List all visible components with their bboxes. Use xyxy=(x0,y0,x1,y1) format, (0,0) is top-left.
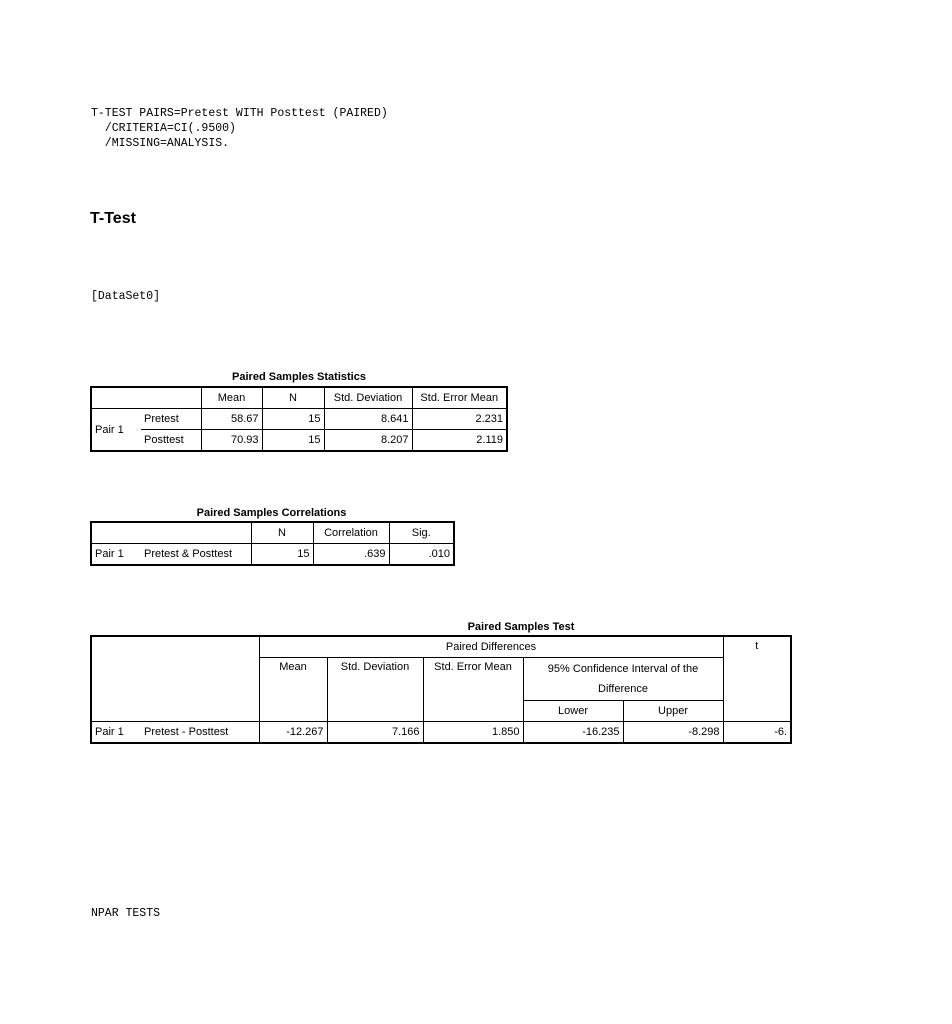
group-header: Paired Differences xyxy=(259,636,723,658)
column-header: Mean xyxy=(259,658,327,722)
dataset-label: [DataSet0] xyxy=(91,290,161,303)
column-header: N xyxy=(251,522,313,544)
se-cell: 2.231 xyxy=(412,409,507,430)
pair-label: Pair 1 xyxy=(91,544,141,566)
ci-upper-cell: -8.298 xyxy=(623,722,723,744)
correlation-cell: .639 xyxy=(313,544,389,566)
row-label: Pretest - Posttest xyxy=(141,722,259,744)
test-table xyxy=(90,635,792,744)
stats-table-title: Paired Samples Statistics xyxy=(232,371,366,383)
syntax-line: T-TEST PAIRS=Pretest WITH Posttest (PAIRED) xyxy=(91,107,388,120)
column-header: Mean xyxy=(201,387,262,409)
npar-command: NPAR TESTS xyxy=(91,907,161,920)
table-row xyxy=(91,722,791,744)
syntax-line: /MISSING=ANALYSIS. xyxy=(91,137,230,150)
corner-cell xyxy=(91,636,141,722)
column-header: N xyxy=(262,387,324,409)
column-header: Std. Error Mean xyxy=(412,387,507,409)
column-header: Std. Deviation xyxy=(324,387,412,409)
mean-cell: 58.67 xyxy=(201,409,262,430)
sig-cell: .010 xyxy=(389,544,454,566)
n-cell: 15 xyxy=(262,409,324,430)
n-cell: 15 xyxy=(251,544,313,566)
se-cell: 1.850 xyxy=(423,722,523,744)
t-cell: -6. xyxy=(723,722,791,744)
column-header: Correlation xyxy=(313,522,389,544)
se-cell: 2.119 xyxy=(412,430,507,452)
mean-cell: -12.267 xyxy=(259,722,327,744)
sd-cell: 7.166 xyxy=(327,722,423,744)
row-label: Posttest xyxy=(141,430,201,452)
column-header: Std. Deviation xyxy=(327,658,423,722)
section-heading: T-Test xyxy=(90,210,136,227)
row-label: Pretest & Posttest xyxy=(141,544,251,566)
ci-header: 95% Confidence Interval of the Difference xyxy=(523,658,723,701)
corner-cell xyxy=(141,636,259,722)
test-table-title: Paired Samples Test xyxy=(467,621,575,633)
table-row xyxy=(91,636,791,658)
mean-cell: 70.93 xyxy=(201,430,262,452)
ci-lower-cell: -16.235 xyxy=(523,722,623,744)
corr-table-title: Paired Samples Correlations xyxy=(196,507,347,519)
ci-lower-header: Lower xyxy=(523,701,623,722)
t-header: t xyxy=(723,636,791,722)
syntax-line: /CRITERIA=CI(.9500) xyxy=(91,122,236,135)
column-header: Std. Error Mean xyxy=(423,658,523,722)
pair-label: Pair 1 xyxy=(91,409,141,452)
sd-cell: 8.207 xyxy=(324,430,412,452)
column-header: Sig. xyxy=(389,522,454,544)
sd-cell: 8.641 xyxy=(324,409,412,430)
pair-label: Pair 1 xyxy=(91,722,141,744)
ci-upper-header: Upper xyxy=(623,701,723,722)
n-cell: 15 xyxy=(262,430,324,452)
row-label: Pretest xyxy=(141,409,201,430)
